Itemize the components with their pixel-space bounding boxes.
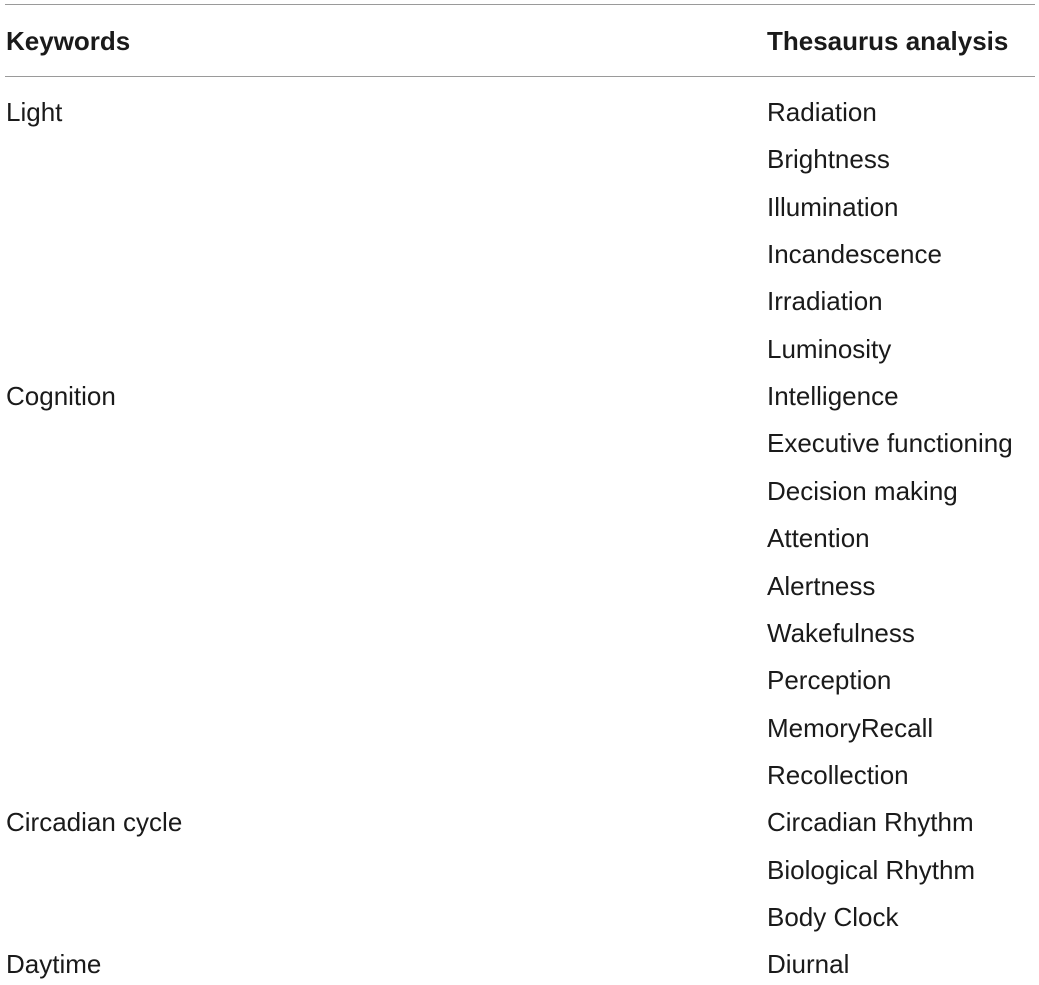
table-header-rule xyxy=(5,76,1035,77)
thesaurus-term-cell: Illumination xyxy=(767,191,899,222)
keyword-cell: Cognition xyxy=(6,381,116,412)
thesaurus-term-cell: Brightness xyxy=(767,144,890,175)
thesaurus-term-cell: Perception xyxy=(767,665,892,696)
thesaurus-term-cell: Luminosity xyxy=(767,333,892,364)
thesaurus-term-cell: Circadian Rhythm xyxy=(767,807,974,838)
thesaurus-term-cell: Diurnal xyxy=(767,949,850,980)
table-top-rule xyxy=(5,4,1035,5)
header-thesaurus-analysis: Thesaurus analysis xyxy=(767,26,1009,56)
thesaurus-term-cell: Executive functioning xyxy=(767,428,1013,459)
thesaurus-term-cell: Intelligence xyxy=(767,381,899,412)
thesaurus-term-cell: Incandescence xyxy=(767,239,942,270)
thesaurus-term-cell: Wakefulness xyxy=(767,617,915,648)
thesaurus-term-cell: Alertness xyxy=(767,570,876,601)
thesaurus-term-cell: MemoryRecall xyxy=(767,712,934,743)
thesaurus-term-cell: Recollection xyxy=(767,759,909,790)
thesaurus-term-cell: Body Clock xyxy=(767,902,899,932)
keyword-cell: Circadian cycle xyxy=(6,807,183,838)
header-keywords: Keywords xyxy=(6,26,131,56)
thesaurus-term-cell: Radiation xyxy=(767,97,877,127)
keyword-cell: Daytime xyxy=(6,949,102,980)
thesaurus-term-cell: Biological Rhythm xyxy=(767,854,976,885)
thesaurus-term-cell: Attention xyxy=(767,523,870,554)
keyword-cell: Light xyxy=(6,97,63,127)
thesaurus-term-cell: Decision making xyxy=(767,475,958,506)
thesaurus-term-cell: Irradiation xyxy=(767,286,883,317)
